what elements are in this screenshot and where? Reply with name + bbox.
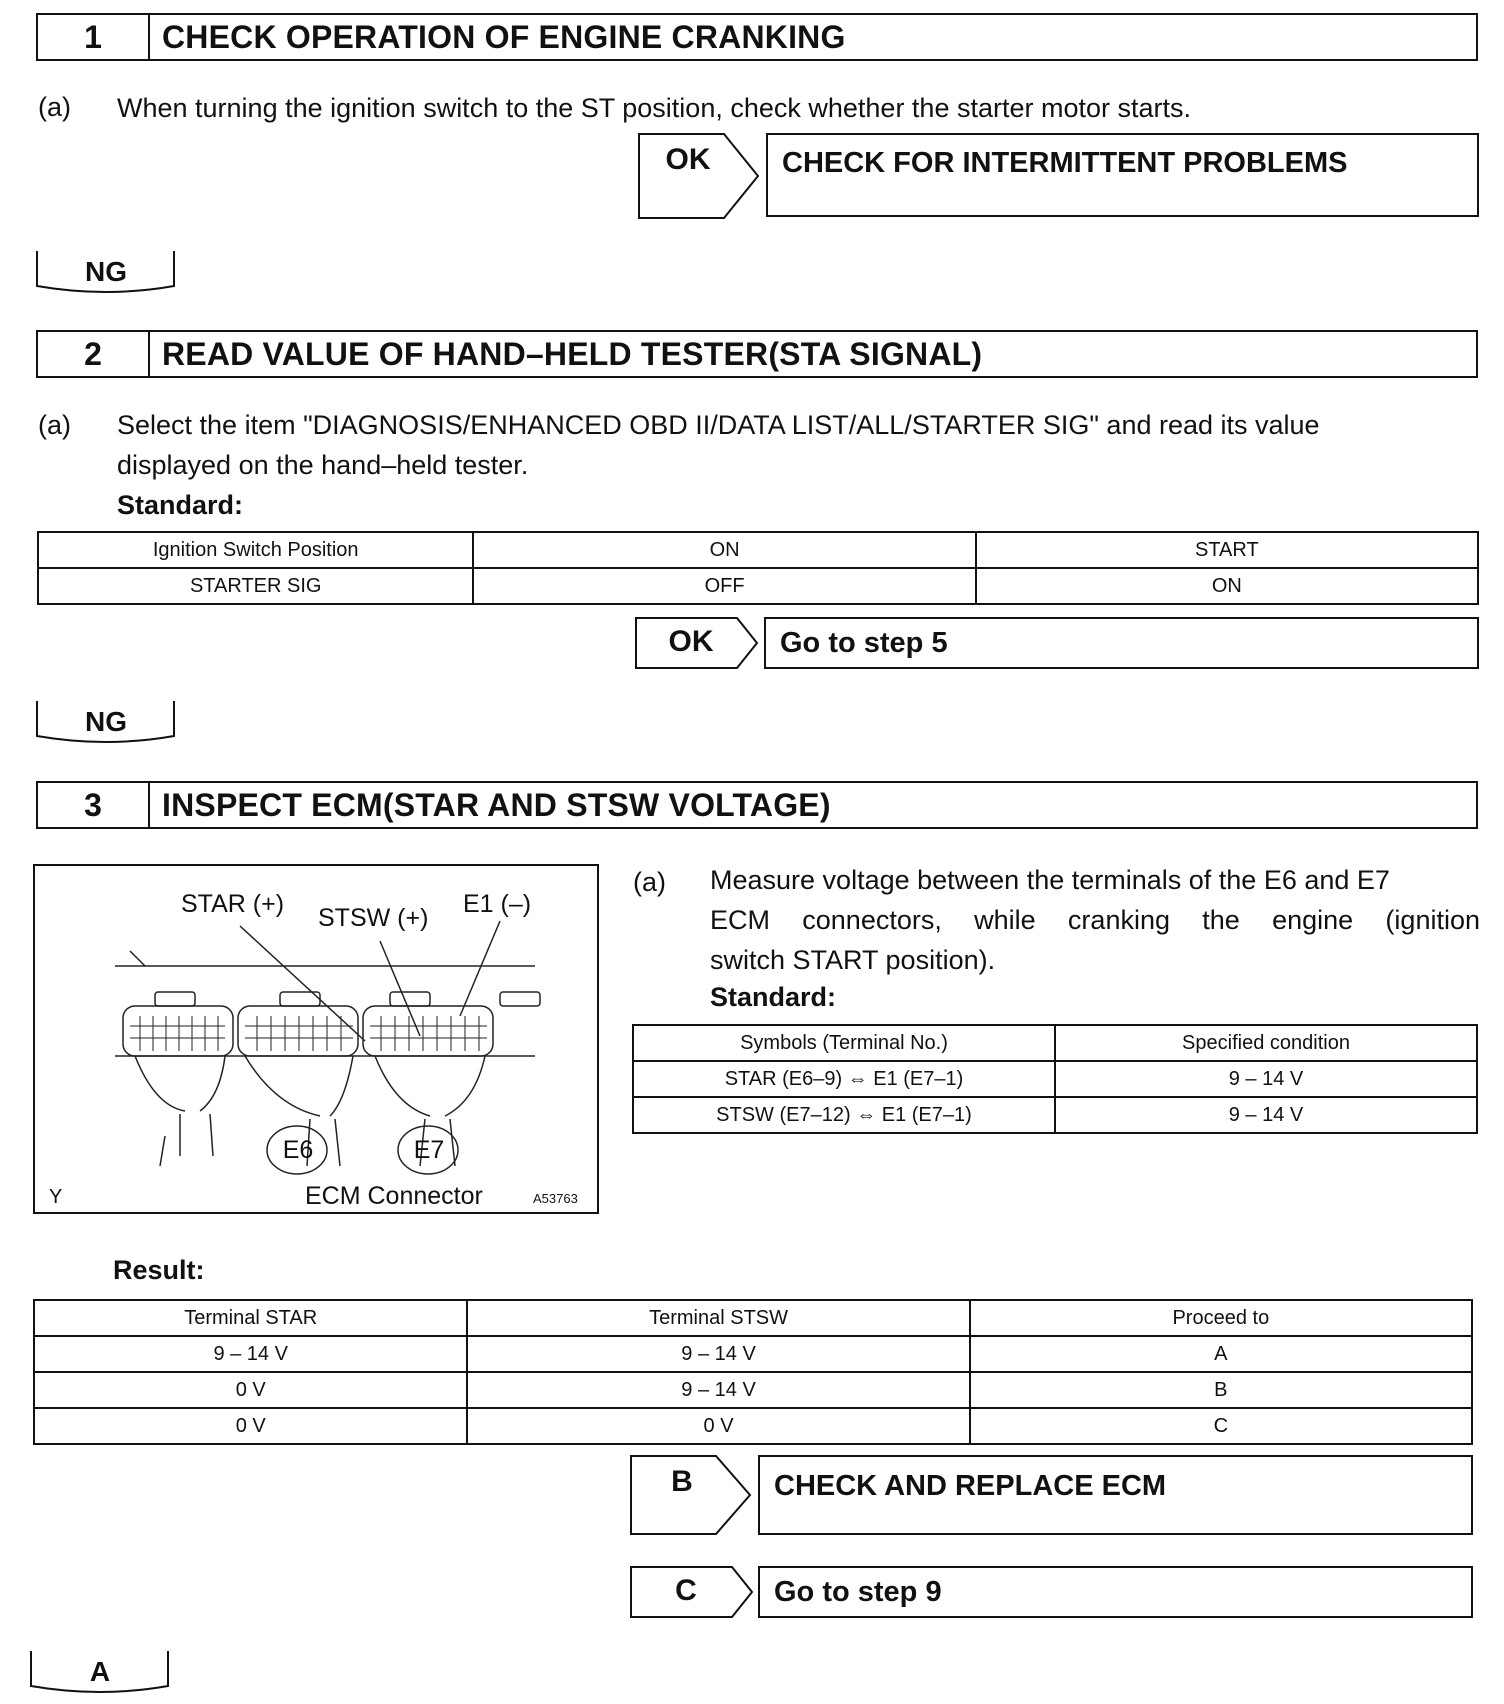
b-label: B bbox=[671, 1465, 693, 1498]
figure-caption: ECM Connector bbox=[305, 1182, 483, 1210]
table-cell: STARTER SIG bbox=[38, 568, 473, 604]
table-header-row bbox=[34, 1300, 1472, 1336]
c-result-box: Go to step 9 bbox=[758, 1566, 1473, 1618]
ok-label: OK bbox=[668, 625, 714, 658]
step-3-header bbox=[36, 781, 1478, 829]
table-header: Symbols (Terminal No.) bbox=[633, 1025, 1055, 1061]
figure-corner-mark: Y bbox=[49, 1186, 63, 1208]
starter-sig-table bbox=[37, 531, 1479, 605]
table-cell: A bbox=[970, 1336, 1472, 1372]
result-label: Result: bbox=[113, 1255, 205, 1285]
b-result-box: CHECK AND REPLACE ECM bbox=[758, 1455, 1473, 1535]
voltage-spec-table bbox=[632, 1024, 1478, 1134]
table-cell: 9 – 14 V bbox=[467, 1336, 969, 1372]
item-label: (a) bbox=[633, 867, 666, 897]
table-header: Proceed to bbox=[970, 1300, 1472, 1336]
step-title: INSPECT ECM(STAR AND STSW VOLTAGE) bbox=[162, 786, 831, 823]
ok-label: OK bbox=[665, 143, 711, 176]
step-2-instruction-line1: Select the item "DIAGNOSIS/ENHANCED OBD II/DATA LIST/ALL/STARTER SIG" and read its value bbox=[117, 410, 1320, 440]
table-header: Specified condition bbox=[1055, 1025, 1477, 1061]
step-1-instruction: When turning the ignition switch to the ST position, check whether the starter motor starts. bbox=[117, 93, 1192, 123]
ecm-connector-figure bbox=[33, 864, 599, 1214]
b-arrow bbox=[630, 1455, 756, 1535]
table-cell: ON bbox=[976, 568, 1478, 604]
label-star: STAR (+) bbox=[181, 890, 285, 918]
table-header: Terminal STSW bbox=[467, 1300, 969, 1336]
table-cell: 0 V bbox=[467, 1408, 969, 1444]
item-label: (a) bbox=[38, 410, 71, 440]
step-number: 3 bbox=[38, 783, 150, 827]
ng-label: NG bbox=[85, 706, 127, 737]
a-label: A bbox=[89, 1656, 111, 1687]
step-2-header bbox=[36, 330, 1478, 378]
step-number: 1 bbox=[38, 15, 150, 59]
c-arrow bbox=[630, 1566, 756, 1618]
table-cell: 9 – 14 V bbox=[1055, 1097, 1477, 1133]
table-cell: 0 V bbox=[34, 1408, 467, 1444]
table-row bbox=[38, 568, 1478, 604]
standard-label: Standard: bbox=[710, 982, 837, 1012]
table-cell: 9 – 14 V bbox=[467, 1372, 969, 1408]
c-label: C bbox=[675, 1574, 697, 1607]
table-row bbox=[633, 1097, 1477, 1133]
ng-label: NG bbox=[85, 256, 127, 287]
step-title: CHECK OPERATION OF ENGINE CRANKING bbox=[162, 18, 846, 55]
result-table bbox=[33, 1299, 1473, 1445]
table-header: Terminal STAR bbox=[34, 1300, 467, 1336]
table-cell: Ignition Switch Position bbox=[38, 532, 473, 568]
table-cell: START bbox=[976, 532, 1478, 568]
figure-code: A53763 bbox=[533, 1191, 578, 1206]
ok-result-box: Go to step 5 bbox=[764, 617, 1479, 669]
table-row bbox=[633, 1061, 1477, 1097]
table-row bbox=[34, 1372, 1472, 1408]
step-2-instruction-line2: displayed on the hand–held tester. bbox=[117, 450, 529, 480]
table-header-row bbox=[633, 1025, 1477, 1061]
standard-label: Standard: bbox=[117, 490, 244, 520]
label-e1: E1 (–) bbox=[463, 890, 532, 918]
step-3-instruction-line3: switch START position). bbox=[710, 945, 996, 975]
label-stsw: STSW (+) bbox=[318, 904, 429, 932]
table-cell: 0 V bbox=[34, 1372, 467, 1408]
table-cell: C bbox=[970, 1408, 1472, 1444]
table-cell: STSW (E7–12) ⇔ E1 (E7–1) bbox=[633, 1097, 1055, 1133]
step-3-instruction-line1: Measure voltage between the terminals of the E6 and E7 bbox=[710, 865, 1390, 895]
table-cell: ON bbox=[473, 532, 975, 568]
ng-tab bbox=[36, 250, 176, 298]
item-label: (a) bbox=[38, 92, 71, 122]
step-title: READ VALUE OF HAND–HELD TESTER(STA SIGNAL) bbox=[162, 335, 983, 372]
ok-arrow bbox=[638, 133, 764, 219]
table-cell: 9 – 14 V bbox=[1055, 1061, 1477, 1097]
table-row bbox=[34, 1336, 1472, 1372]
table-cell: STAR (E6–9) ⇔ E1 (E7–1) bbox=[633, 1061, 1055, 1097]
step-1-header bbox=[36, 13, 1478, 61]
a-tab bbox=[30, 1650, 170, 1698]
table-row bbox=[38, 532, 1478, 568]
ok-arrow bbox=[635, 617, 761, 669]
table-row bbox=[34, 1408, 1472, 1444]
table-cell: OFF bbox=[473, 568, 975, 604]
ok-result-box: CHECK FOR INTERMITTENT PROBLEMS bbox=[766, 133, 1479, 217]
label-e7: E7 bbox=[413, 1136, 445, 1164]
table-cell: 9 – 14 V bbox=[34, 1336, 467, 1372]
ng-tab bbox=[36, 700, 176, 748]
label-e6: E6 bbox=[282, 1136, 314, 1164]
step-3-instruction-line2: ECM connectors, while cranking the engine (ignition bbox=[710, 905, 1480, 935]
step-number: 2 bbox=[38, 332, 150, 376]
table-cell: B bbox=[970, 1372, 1472, 1408]
